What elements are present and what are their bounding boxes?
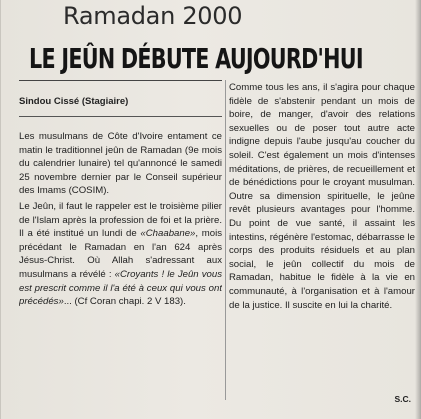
paragraph-intro: Les musulmans de Côte d'Ivoire entament ce matin le traditionnel jeûn de Ramadan (9e mois du calendrier lunaire) tel qu'annoncé le samedi 25 novembre dernier par le Conseil supérieur des Imams (COSIM). — [19, 131, 222, 197]
article-byline: Sindou Cissé (Stagiaire) — [19, 96, 129, 107]
paragraph-history-text-b: , mois précédant le Ramadan en l'an 624 après Jésus-Christ. Où Allah s'adressant aux musulmans a révélé : — [19, 228, 222, 280]
article-kicker: Ramadan 2000 — [63, 2, 243, 30]
paragraph-history — [19, 200, 222, 309]
paragraph-obligations: Comme tous les ans, il s'agira pour chaque fidèle de s'abstenir pendant un mois de boire, de manger, d'avoir des relations sexuelles ou de poser tout autre acte indigne depuis l'aube jusqu'au coucher du soleil. C'est également un mois d'intenses méditations, de prières, de recueillement et de bénédictions pour le croyant musulman. Outre sa dimension spirituelle, le jeûne revêt plusieurs avantages pour l'homme. Du point de vue santé, il assaint les intestins, régénère l'estomac, débarrasse le corps des produits résiduels et au plan social, le jeûn collectif du mois de Ramadan, habitue le fidèle à la vie en communauté, à l'organisation et à l'amour de la justice. Il suscite en lui la charité. — [229, 82, 415, 311]
article-headline: LE JEÛN DÉBUTE AUJOURD'HUI — [29, 42, 363, 75]
paragraph-history-text-a: Le Jeûn, il faut le rappeler est le troisième pilier de l'Islam après la profession de foi et la prière. Il a été institué un lundi de — [19, 200, 222, 240]
article-column-right — [229, 81, 415, 381]
article-column-left — [19, 130, 222, 415]
article-signature: S.C. — [394, 394, 411, 404]
byline-rule — [19, 116, 222, 117]
month-name: «Chaabane» — [140, 228, 196, 240]
coran-quote: «Croyants ! le Jeûn vous est prescrit comme il l'a été à ceux qui vous ont précédés» — [19, 268, 222, 308]
coran-reference: ... (Cf Coran chapi. 2 V 183). — [63, 296, 186, 308]
page-edge-shadow — [415, 0, 421, 419]
column-divider — [225, 80, 226, 400]
headline-rule — [19, 80, 222, 81]
